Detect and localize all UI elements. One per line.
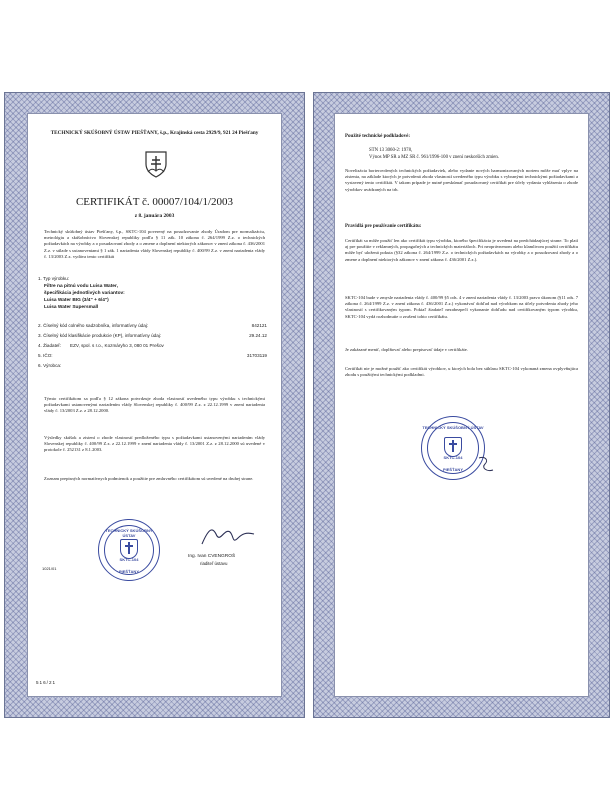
usage-rules-paragraph-1: Certifikát sa môže použiť len ako certifikát typu výrobku, ktorého špecifikácia je uvedená na predchádzajúcej strane. To platí aj pre použitie v reklamných, propagačných a technických materiáloch. Pri neoprávnenom alebo klamlivom použití certifikátu môže byť uložená pokuta (§32 zákona č. 264/1999 Z.z. o technických požiadavkách na výrobky a o posudzovaní zhody a o zmene a doplnení niektorých zákonov v znení zákona č. 436/2001 Z.z.). — [345, 238, 578, 262]
certificate-back-page — [313, 92, 610, 718]
certificate-title: CERTIFIKÁT č. 00007/104/1/2003 — [75, 196, 234, 208]
product-line: Filtre na pitnú vodu Luisa Water, — [44, 284, 118, 289]
seal-text: TECHNICKÝ SKÚŠOBNÝ ÚSTAV — [422, 425, 484, 430]
item-3-label: 3. Číselný kód klasifikácie produkcie (KP), informatívny údaj: — [38, 333, 162, 338]
item-4-value: EZV, spol. s r.o., Kozmáryho 3, 080 01 Prešov — [70, 343, 164, 348]
technical-basis-line: STN 13 3060-2: 1978, — [369, 148, 413, 153]
item-2-label: 2. Číselný kód colného sadzobníka, informatívny údaj: — [38, 323, 149, 328]
usage-rules-title: Pravidlá pre používanie certifikátu: — [345, 224, 422, 229]
item-5-label: 5. IČO: — [38, 353, 53, 358]
document-footer-number: 516/21 — [36, 680, 57, 685]
usage-rules-paragraph-4: Certifikát nie je možné použiť ako certifikát výrobkov, u ktorých bola bez súhlasu SKTC-104 vykonaná zmena ovplyvňujúca zhodu s použitými technickými podkladmi. — [345, 366, 578, 378]
signatory-name: Ing. Ivan CVENGROŠ — [188, 554, 236, 559]
technical-basis-line: Výnos MP SR a MZ SR č. 961/1996-100 v znení neskorších zmien. — [369, 155, 499, 160]
back-page-body — [334, 113, 589, 697]
issuer-header: TECHNICKÝ SKÚŠOBNÝ ÚSTAV PIEŠŤANY, š.p., Krajinská cesta 2929/9, 921 24 Piešťany — [50, 130, 259, 136]
product-line: špecifikácia jednotlivých variantov: — [44, 291, 125, 296]
technical-basis-paragraph: Novelizácia borterovdených technických požiadaviek, alebo vydanie nových harmonizovaných noriem môže mať vplyv na zistenia, na základe ktorých je potvrdená zhoda vlastností uvedeného typu výrobku s vybranými technickými požiadavkami a vystavený tento certifikát. V takom prípade je nutné preskúmať posudzovaný certifikát pre účely vydania vyhlásenia o zhode výrobkov uvádzaných na trh. — [345, 168, 578, 192]
usage-rules-paragraph-2: SKTC-104 bude v zmysle nariadenia vlády č. 400/99 §5 ods. 4 v znení nariadenia vlády č. 13/2003 pravo úkonom (§11 ods. 7 zákona č. 264/1999 Z.z. v znení zákona č. 436/2001 Z.z.) vykonávať dohľad nad výrobkom na účely potvrdenia zhody jeho vlastností s certifikovaným typom. Pokiaľ žiadateľ nezabezpečí vykonanie dohľadu nad certifikovaným typom výrobku, SKTC-104 vydá rozhodnutie o zrušení tohto certifikátu. — [345, 295, 578, 319]
item-6-label: 6. Výrobca: — [38, 363, 62, 368]
product-line: Luisa Water Supersmall — [44, 305, 99, 310]
signature-icon — [198, 522, 258, 550]
conformity-paragraph: Týmto certifikátom sa podľa § 12 zákona potvrdzuje zhoda vlastností uvedeného typu výrobku s technickými požiadavkami ustanovenými nariadením vlády Slovenskej republiky č. 400/99 Z.z. z 22.12.1999 v znení nariadenia vlády č. 13/2003 Z.z. z 28.12.2000. — [44, 396, 265, 414]
intro-paragraph: Technický skúšobný ústav Piešťany, š.p., SKTC-104 poverený na posudzovanie zhody Úradom pre normalizáciu, metrológiu a skúšobníctvo Slovenskej republiky podľa § 11 zák. 10 zákona č. 264/1999 Z.z. o technických požiadavkách na výrobky a o posudzovaní zhody a o zmene a doplnení niektorých zákonov v znení zákona č. 436/2001 Z.z. v súlade s ustanoveniami § 1 zák. 1 nariadenia vlády Slovenskej republiky č. 400/99 Z.z. v znení nariadenia vlády č. 13/2003 Z.z. vydáva tento certifikát — [44, 229, 265, 259]
front-page-body — [27, 113, 282, 697]
item-2-value: 842121 — [251, 323, 267, 328]
conditions-paragraph: Zoznam prepisných normatívnych podmienok a použitie pre zmluvného certifikátom sú uvedené na druhej strane. — [44, 476, 254, 481]
item-1-label: 1. Typ výrobku: — [38, 276, 70, 281]
certificate-front-page — [4, 92, 305, 718]
certificate-date: z 8. januára 2003 — [134, 213, 175, 219]
usage-rules-paragraph-3: Je zakázané meniť, doplňovať alebo prepisovať údaje v certifikáte. — [345, 347, 468, 352]
registration-note: 1021/01 — [42, 566, 57, 571]
seal-code: SKTC-104 — [119, 557, 139, 562]
item-3-value: 29.24.12 — [249, 333, 267, 338]
item-4-label: 4. Žiadateľ: — [38, 343, 62, 348]
seal-city: PIEŠŤANY — [442, 467, 463, 472]
product-line: Luisa Water BIG (3/4" + 6/4") — [44, 298, 109, 303]
seal-text: TECHNICKÝ SKÚŠOBNÝ ÚSTAV — [105, 528, 153, 538]
test-results-paragraph: Výsledky skúšok a zistení o zhode vlastností predloženého typu s požiadavkami ustanovenými nariadením vlády Slovenskej republiky č. 400/99 Z.z. z 22.12.1999 v znení nariadenia vlády č. 13/2001 Z.z. z 28.12.2000 sú uvedené v protokole č. 252131 z 8.1.2003. — [44, 435, 265, 453]
seal-city: PIEŠŤANY — [118, 569, 139, 574]
coat-of-arms-icon — [144, 150, 168, 178]
official-seal — [98, 519, 160, 581]
signatory-role: riaditeľ ústavu — [200, 561, 228, 566]
signature-icon — [475, 454, 499, 476]
seal-code: SKTC-104 — [443, 455, 463, 460]
technical-basis-title: Použité technické podkladové: — [345, 134, 410, 139]
item-5-value: 31703119 — [246, 353, 267, 358]
